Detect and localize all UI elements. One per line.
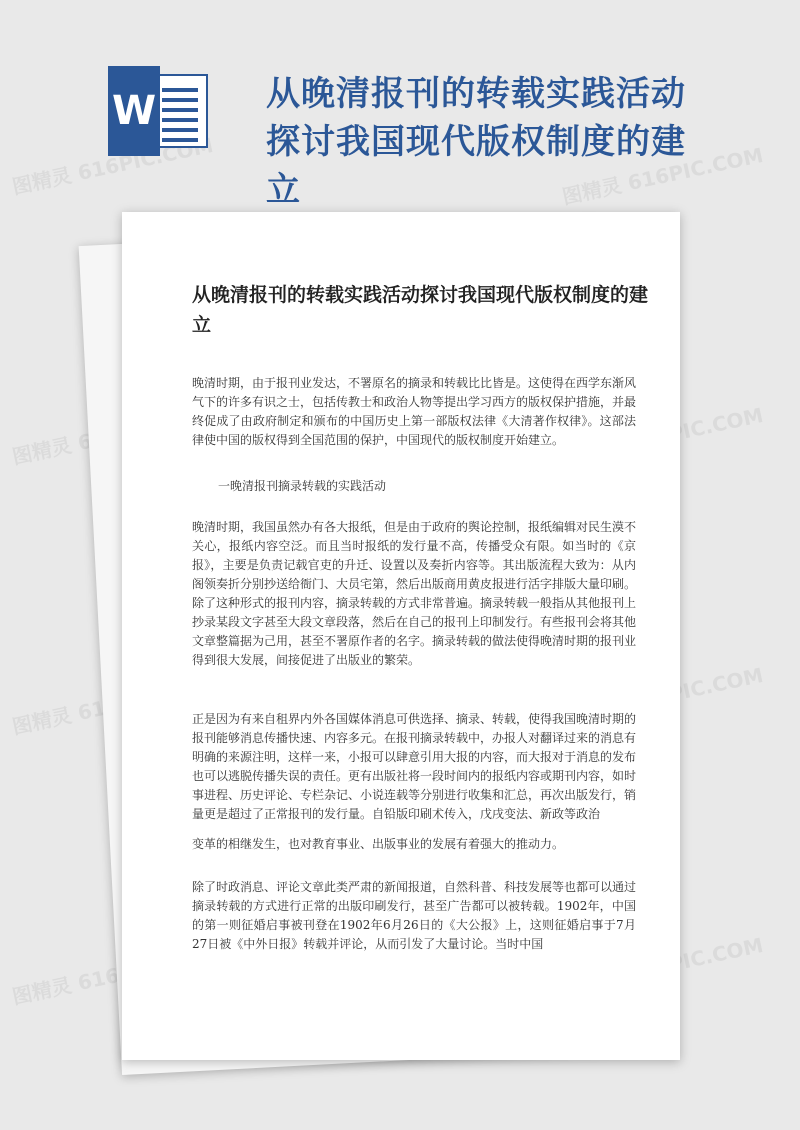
- watermark: 图精灵 616PIC.COM: [10, 942, 216, 1009]
- watermark: 图精灵: [10, 433, 74, 469]
- watermark: 图精灵 616PIC.COM: [560, 142, 766, 209]
- paragraph-2: 晚清时期，我国虽然办有各大报纸，但是由于政府的舆论控制，报纸编辑对民生漠不关心，报纸内容空泛。而且当时报纸的发行量不高，传播受众有限。如当时的《京报》，主要是负责记载官吏的升迁、设置以及奏折内容等。其出版流程大致为：从内阁领奏折分别抄送给衙门、大员宅第，然后出版商用黄皮报进行活字排版大量印刷。除了这种形式的报刊内容，摘录转载的方式非常普遍。摘录转载一般指从其他报刊上抄录某段文字甚至大段文章段落，然后在自己的报刊上印制发行。有些报刊会将其他文章整篇据为己用，甚至不署原作者的名字。摘录转载的做法使得晚清时期的报刊业得到很大发展，间接促进了出版业的繁荣。: [192, 520, 637, 667]
- watermark: 616PIC.COM: [625, 402, 766, 456]
- paragraph-1: 晚清时期，由于报刊业发达，不署原名的摘录和转载比比皆是。这使得在西学东渐风气下的许多有识之士，包括传教士和政治人物等提出学习西方的版权保护措施，并最终促成了由政府制定和颁布的中国历史上第一部版权法律《大清著作权律》。这部法律使中国的版权得到全国范围的保护，中国现代的版权制度开始建立。: [192, 376, 637, 447]
- paragraph-4: 除了时政消息、评论文章此类严肃的新闻报道，自然科普、科技发展等也都可以通过摘录转载的方式进行正常的出版印刷发行，甚至广告都可以被转载。1902年，中国的第一则征婚启事被刊登在1902年6月26日的《大公报》上，这则征婚启事于7月27日被《中外日报》转载并评论，从而引发了大量讨论。当时中国: [192, 880, 637, 951]
- watermark: 图精灵: [10, 703, 74, 739]
- watermark: 616PIC.COM: [625, 932, 766, 986]
- document-title: 从晚清报刊的转载实践活动探讨我国现代版权制度的建立: [192, 284, 649, 336]
- word-document-icon: [108, 66, 216, 156]
- word-badge: W: [108, 66, 160, 156]
- section-heading: 一晚清报刊摘录转载的实践活动: [218, 479, 387, 493]
- watermark: 616PIC.COM: [625, 662, 766, 716]
- page-title: 从晚清报刊的转载实践活动探讨我国现代版权制度的建立: [266, 74, 686, 210]
- document-page: [122, 212, 680, 1060]
- paragraph-3: 正是因为有来自租界内外各国媒体消息可供选择、摘录、转载，使得我国晚清时期的报刊能够消息传播快速、内容多元。在报刊摘录转载中，办报人对翻译过来的消息有明确的来源注明，这样一来，小报可以肆意引用大报的内容，而大报对于消息的发布也可以逃脱传播失误的责任。更有出版社将一段时间内的报纸内容或期刊内容，如时事进程、历史评论、专栏杂记、小说连载等分别进行收集和汇总，再次出版发行，销量更是超过了正常报刊的发行量。自铅版印刷术传入，戊戌变法、新政等政治: [192, 712, 637, 821]
- watermark: 图精灵 616PIC.COM: [10, 132, 216, 199]
- paragraph-3-continued: 变革的相继发生，也对教育事业、出版事业的发展有着强大的推动力。: [192, 837, 565, 851]
